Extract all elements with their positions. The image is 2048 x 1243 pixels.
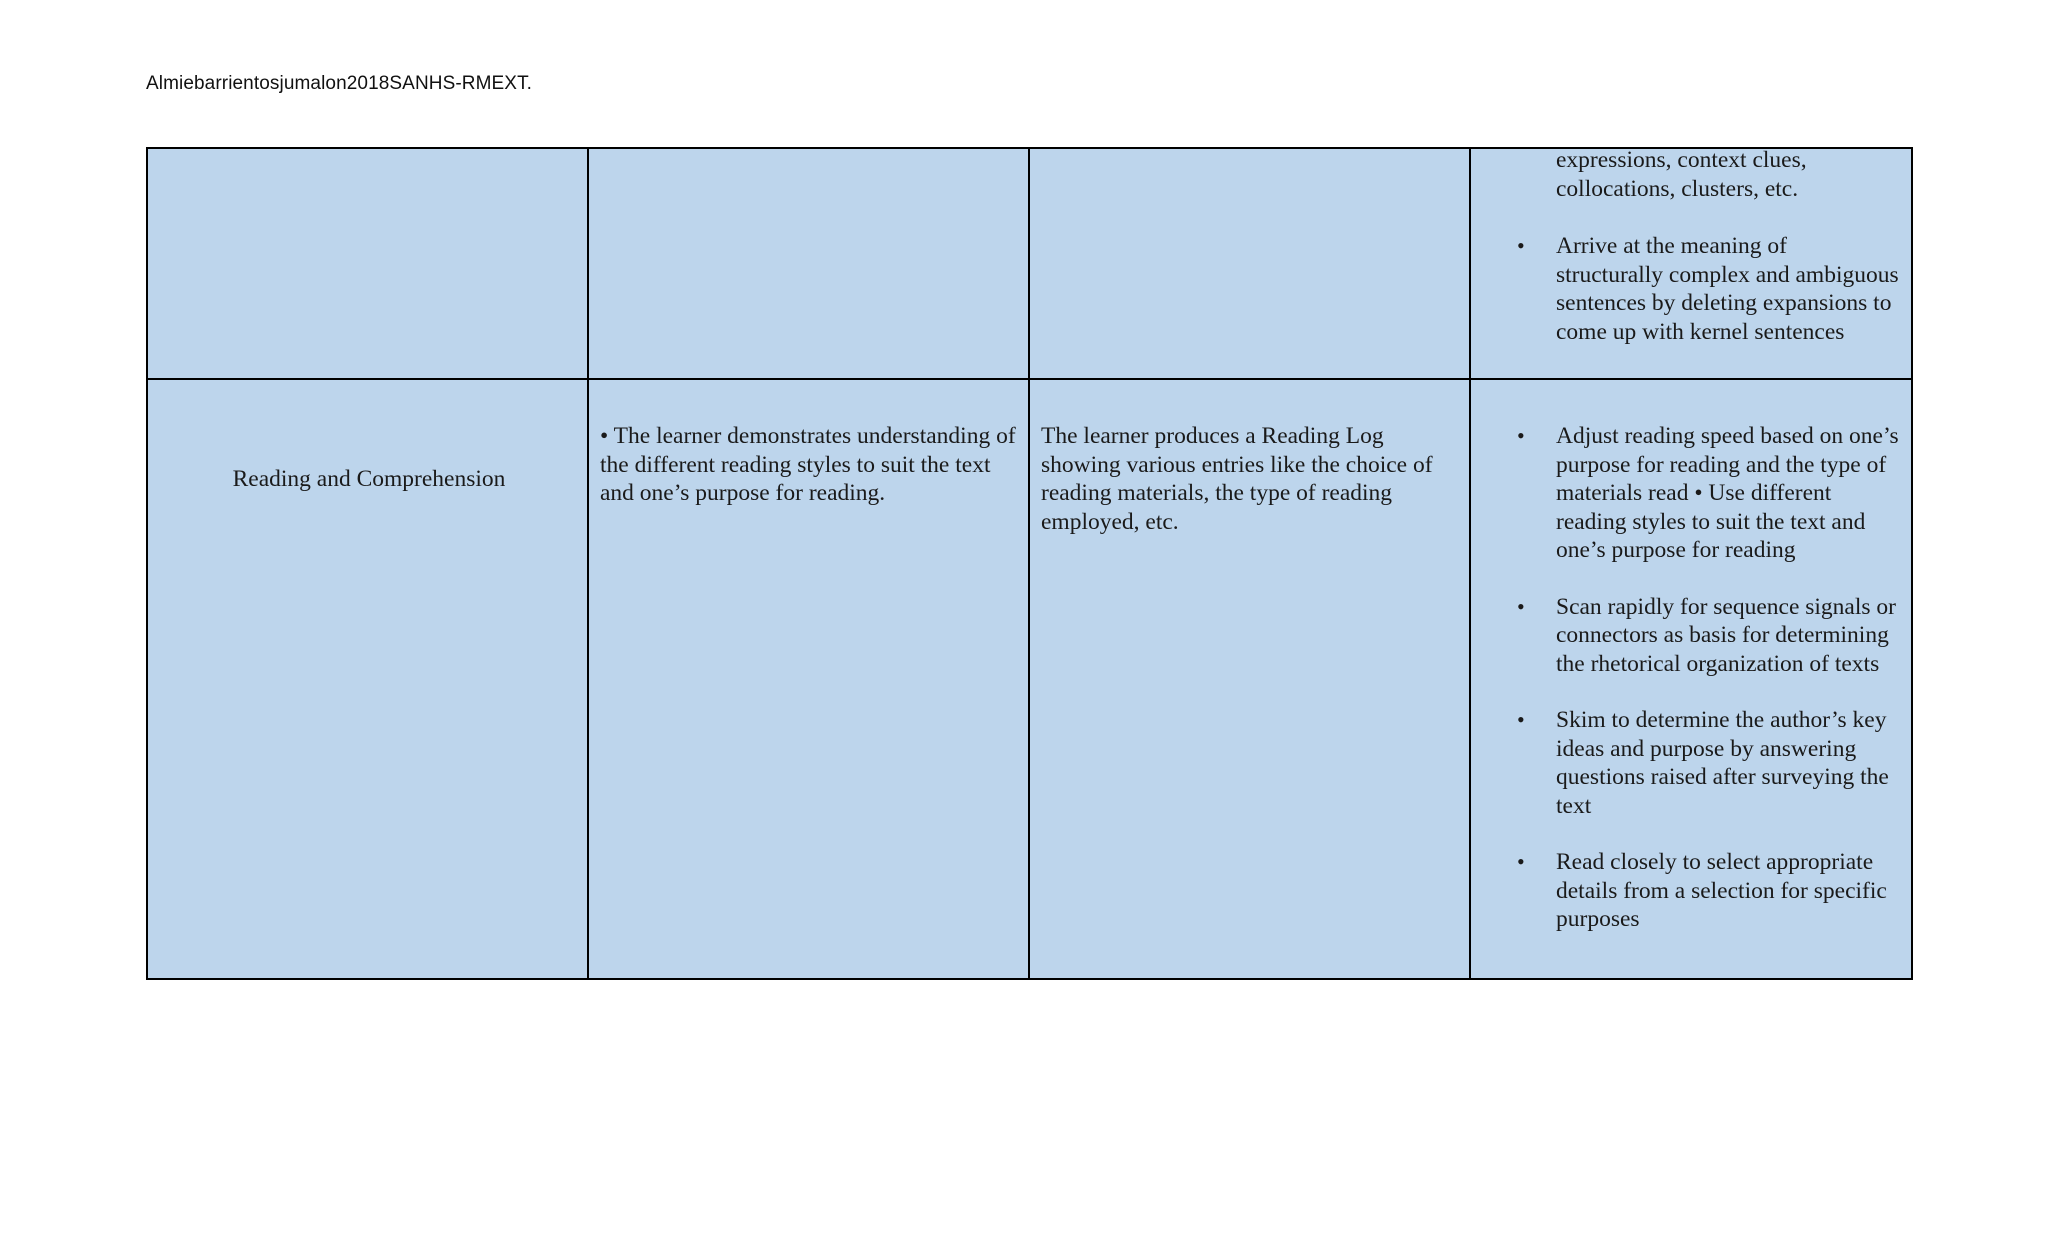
competencies-cell	[1470, 148, 1912, 379]
table-cell-empty	[1029, 148, 1470, 379]
competency-text: Read closely to select appropriate details from a selection for specific purposes	[1556, 849, 1887, 932]
bullet-icon: •	[1517, 593, 1525, 619]
bullet-icon: •	[1517, 423, 1525, 448]
list-item	[1471, 593, 1911, 679]
table-row	[147, 148, 1912, 379]
competency-list	[1471, 232, 1911, 346]
bullet-icon: •	[1517, 707, 1525, 732]
table-row	[147, 379, 1912, 979]
continued-text: expressions, context clues, collocations, clusters, etc.	[1556, 147, 1807, 202]
list-item	[1471, 422, 1911, 565]
competency-text: Scan rapidly for sequence signals or connectors as basis for determining the rhetorical organization of texts	[1556, 593, 1896, 677]
bullet-icon: •	[1517, 849, 1525, 874]
competency-text: Arrive at the meaning of structurally complex and ambiguous sentences by deleting expansions to come up with kernel sentences	[1556, 233, 1899, 345]
list-item	[1471, 706, 1911, 820]
table-cell-empty	[588, 148, 1029, 379]
domain-cell	[147, 379, 588, 979]
competencies-cell	[1470, 379, 1912, 979]
list-item	[1471, 232, 1911, 346]
curriculum-table	[146, 147, 1913, 980]
list-item	[1471, 848, 1911, 934]
competency-text: Skim to determine the author’s key ideas and purpose by answering questions raised after surveying the text	[1556, 707, 1889, 819]
performance-standard-cell	[1029, 379, 1470, 979]
table-cell-empty	[147, 148, 588, 379]
performance-standard-text: The learner produces a Reading Log showing various entries like the choice of reading materials, the type of reading employed, etc.	[1041, 423, 1433, 535]
bullet-icon: •	[1517, 233, 1525, 258]
page-header: Almiebarrientosjumalon2018SANHS-RMEXT.	[146, 73, 533, 94]
competency-list	[1471, 380, 1911, 934]
competency-text: Adjust reading speed based on one’s purpose for reading and the type of materials read • Use different reading styles to suit the text and one’s purpose for reading	[1556, 423, 1899, 563]
content-standard-cell	[588, 379, 1029, 979]
domain-label: Reading and Comprehension	[232, 466, 506, 492]
content-standard-text: • The learner demonstrates understanding of the different reading styles to suit the text and one’s purpose for reading.	[600, 423, 1016, 506]
